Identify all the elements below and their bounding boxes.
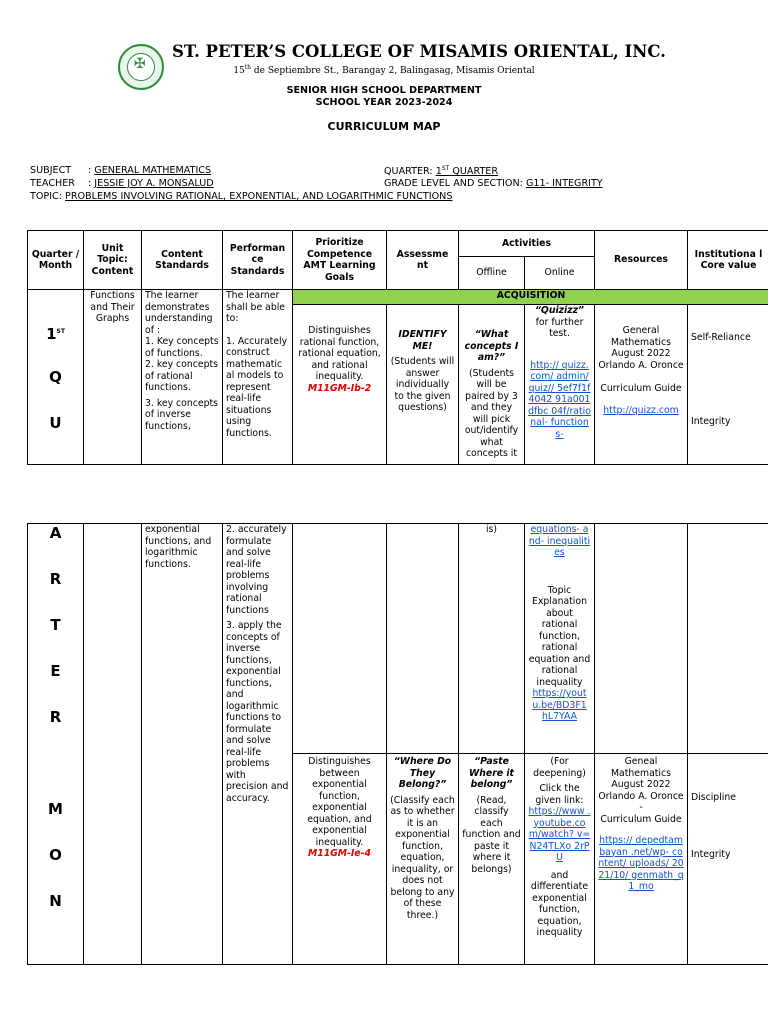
department: SENIOR HIGH SCHOOL DEPARTMENT: [286, 85, 482, 96]
depedtambayan-link[interactable]: https:// depedtambayan .net/wp- content/ uploads/ 2021/10/ genmath_q1_mo: [598, 835, 684, 892]
core-values: Self-Reliance Integrity: [688, 305, 768, 465]
header-online: Online: [525, 257, 595, 290]
curriculum-table-page1: [27, 230, 768, 465]
assessment-cont: [387, 524, 459, 754]
quarter-column-page1: 1ST Q U: [28, 290, 84, 465]
youtube-link[interactable]: https://www .youtube.co m/watch? v=N24TLXo 2rPU: [528, 806, 591, 863]
header-offline: Offline: [459, 257, 525, 290]
topic: TOPIC: PROBLEMS INVOLVING RATIONAL, EXPONENTIAL, AND LOGARITHMIC FUNCTIONS: [30, 191, 453, 202]
performance-standards: The learner shall be able to: 1. Accurately construct mathematic al models to represent real-life situations using functions.: [223, 290, 293, 465]
header-assessment: Assessme nt: [387, 231, 459, 290]
header-core-value: Institutiona l Core value: [688, 231, 768, 290]
header-activities: Activities: [459, 231, 595, 257]
assessment: IDENTIFY ME! (Students will answer individually to the given questions): [387, 305, 459, 465]
subject-value: : GENERAL MATHEMATICS: [88, 165, 212, 176]
school-address: 15th de Septiembre St., Barangay 2, Balingasag, Misamis Oriental: [233, 64, 535, 76]
unit-topic: Functions and Their Graphs: [84, 290, 142, 465]
assessment-2: “Where Do They Belong?” (Classify each as to whether it is an exponential function, equation, inequality, or does not belong to any of these three.): [387, 754, 459, 965]
document-title: CURRICULUM MAP: [327, 120, 441, 133]
learning-goal-2: Distinguishes between exponential function, exponential equation, and exponential inequality. M11GM-Ie-4: [293, 754, 387, 965]
online-activity-2: (For deepening) Click the given link: https://www .youtube.co m/watch? v=N24TLXo 2rPU and differentiate exponential function, equation, inequality: [525, 754, 595, 965]
grade-section: GRADE LEVEL AND SECTION: G11- INTEGRITY: [384, 178, 603, 189]
teacher-value: : JESSIE JOY A. MONSALUD: [88, 178, 214, 189]
quarter-column-page2: A R T E R M O N: [28, 524, 84, 965]
performance-standards-cont: 2. accurately formulate and solve real-life problems involving rational functions 3. apply the concepts of inverse functions, exponential functions, and logarithmic functions to formulate and solve real-life problems with precision and accuracy.: [223, 524, 293, 965]
school-name: ST. PETER’S COLLEGE OF MISAMIS ORIENTAL, INC.: [172, 42, 666, 61]
header-content-standards: Content Standards: [142, 231, 223, 290]
core-values-2: Discipline Integrity: [688, 754, 768, 965]
acquisition-banner: ACQUISITION: [293, 290, 768, 305]
learning-goal: Distinguishes rational function, rational equation, and rational inequality. M11GM-Ib-2: [293, 305, 387, 465]
youtube-topic-link[interactable]: https://yout u.be/BD3F1 hL7YAA: [532, 688, 587, 722]
resources-cont: [595, 524, 688, 754]
header-performance-standards: Performan ce Standards: [223, 231, 293, 290]
core-values-cont: [688, 524, 768, 754]
resources-2: Geneal Mathematics August 2022 Orlando A. Oronce - Curriculum Guide https:// depedtambayan .net/wp- content/ uploads/ 2021/10/ genmath_q1_mo: [595, 754, 688, 965]
content-standards-cont: exponential functions, and logarithmic functions.: [142, 524, 223, 965]
equations-inequalities-link[interactable]: equations- and- inequalities: [528, 524, 591, 558]
header-quarter-month: Quarter / Month: [28, 231, 84, 290]
curriculum-table-page2: [27, 523, 768, 965]
header-resources: Resources: [595, 231, 688, 290]
offline-activity-2: “Paste Where it belong” (Read, classify each function and paste it where it belongs): [459, 754, 525, 965]
header-unit-topic: Unit Topic: Content: [84, 231, 142, 290]
offline-activity-cont: is): [459, 524, 525, 754]
header-prioritize: Prioritize Competence AMT Learning Goals: [293, 231, 387, 290]
learning-goal-cont: [293, 524, 387, 754]
online-activity-cont: equations- and- inequalities Topic Explanation about rational function, rational equation and rational inequality https://yout u.be/BD3F1 hL7YAA: [525, 524, 595, 754]
quizizz-link[interactable]: http:// quizz.com/ admin/ quiz// 5ef7f1f4042 91a001dfbc 04f/rational- functions-: [528, 359, 591, 440]
quizz-link[interactable]: http://quizz.com: [603, 404, 679, 416]
offline-activity: “What concepts I am?” (Students will be paired by 3 and they will pick out/identify what concepts it: [459, 305, 525, 465]
school-year: SCHOOL YEAR 2023-2024: [315, 97, 453, 108]
unit-topic-cont: [84, 524, 142, 965]
quarter: QUARTER: 1ST QUARTER: [384, 165, 499, 178]
teacher-label: TEACHER: [30, 178, 75, 189]
resources: General Mathematics August 2022 Orlando A. Oronce Curriculum Guide http://quizz.com: [595, 305, 688, 465]
subject-label: SUBJECT: [30, 165, 72, 176]
online-activity: “Quizizz” for further test. http:// quizz.com/ admin/ quiz// 5ef7f1f4042 91a001dfbc 04f/rational- functions-: [525, 305, 595, 465]
content-standards: The learner demonstrates understanding of : 1. Key concepts of functions. 2. key concepts of rational functions. 3. key concepts of inverse functions,: [142, 290, 223, 465]
